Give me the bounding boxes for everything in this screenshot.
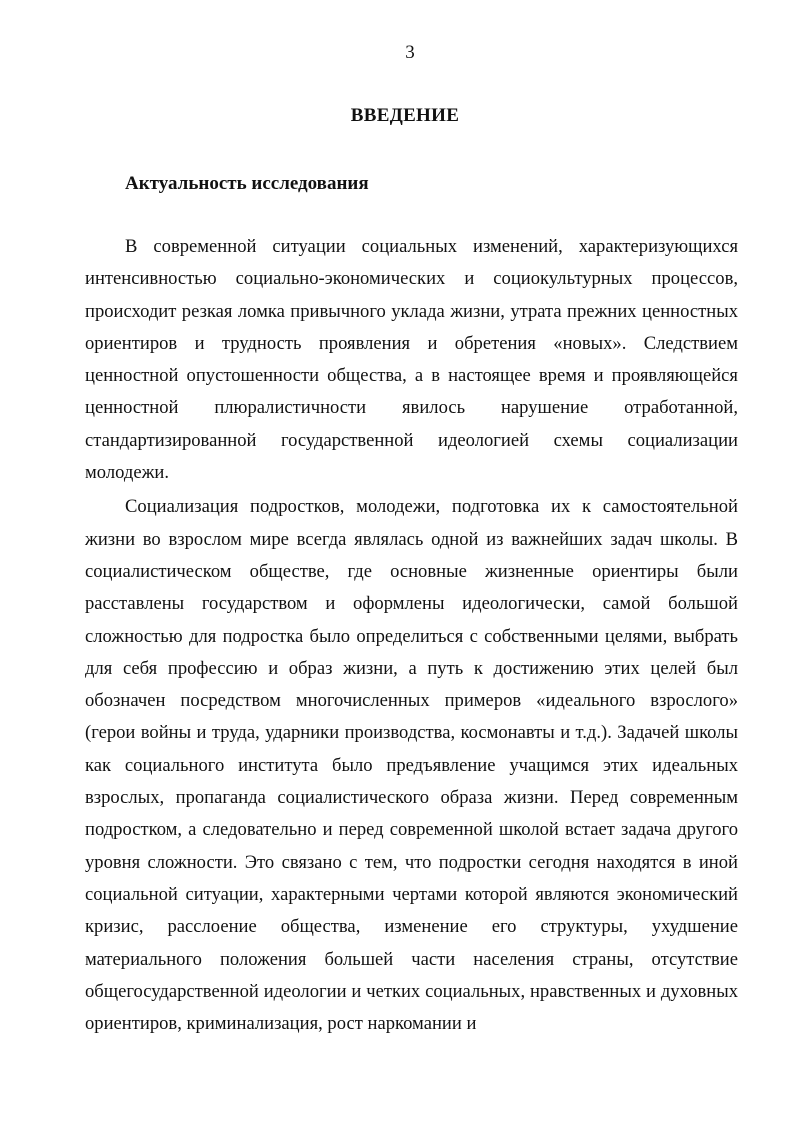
chapter-title: ВВЕДЕНИЕ xyxy=(350,105,460,126)
page-number: 3 xyxy=(405,42,415,63)
body-text xyxy=(85,231,738,1040)
section-title: Актуальность исследования xyxy=(125,173,369,194)
paragraph-1: В современной ситуации социальных изменений, характеризующихся интенсивностью социально-экономических и социокультурных процессов, происходит резкая ломка привычного уклада жизни, утрата прежних ценностных ориентиров и трудность проявления и обретения «новых». Следствием ценностной опустошенности общества, а в настоящее время и проявляющейся ценностной плюралистичности явилось нарушение отработанной, стандартизированной государственной идеологией схемы социализации молодежи. xyxy=(85,236,738,484)
paragraph-2: Социализация подростков, молодежи, подготовка их к самостоятельной жизни во взрослом мире всегда являлась одной из важнейших задач школы. В социалистическом обществе, где основные жизненные ориентиры были расставлены государством и оформлены идеологически, самой большой сложностью для подростка было определиться с собственными целями, выбрать для себя профессию и образ жизни, а путь к достижению этих целей был обозначен посредством многочисленных примеров «идеального взрослого» (герои войны и труда, ударники производства, космонавты и т.д.). Задачей школы как социального института было предъявление учащимся этих идеальных взрослых, пропаганда социалистического образа жизни. Перед современным подростком, а следовательно и перед современной школой встает задача другого уровня сложности. Это связано с тем, что подростки сегодня находятся в иной социальной ситуации, характерными чертами которой являются экономический кризис, расслоение общества, изменение его структуры, ухудшение материального положения большей части населения страны, отсутствие общегосударственной идеологии и четких социальных, нравственных и духовных ориентиров, криминализация, рост наркомании и xyxy=(85,496,738,1035)
